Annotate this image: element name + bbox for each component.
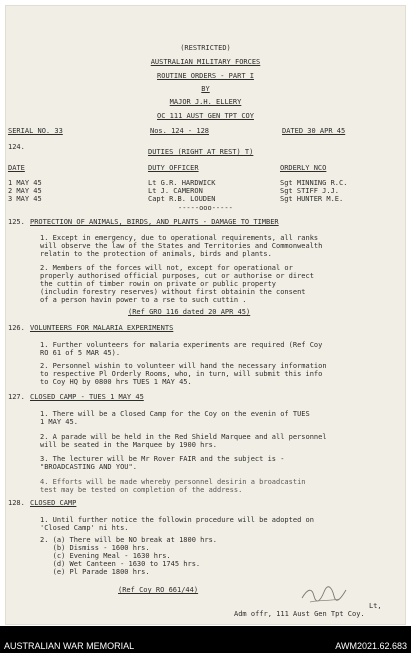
order-127-para-4: 4. Efforts will be made whereby personnel desirin a broadcastin test may be tested on completion of the address. (40, 478, 306, 494)
order-128-heading: CLOSED CAMP (30, 499, 77, 507)
order-124-number: 124. (8, 143, 25, 151)
footer-bar (0, 626, 411, 653)
signature-appointment: Adm offr, 111 Aust Gen Tpt Coy. (234, 610, 365, 618)
duty-row-officer: Lt G.R. HARDWICK (148, 179, 216, 187)
classification-label: (RESTRICTED) (180, 44, 231, 52)
by-label: BY (201, 85, 210, 93)
footer-accession-number: AWM2021.62.683 (335, 641, 407, 651)
order-126-number: 126. (8, 324, 25, 332)
order-125-number: 125. (8, 218, 25, 226)
duty-row-date: 1 MAY 45 (8, 179, 42, 187)
duty-row-nco: Sgt HUNTER M.E. (280, 195, 344, 203)
order-125-para-2: 2. Members of the forces will not, except for operational or properly authorised official purposes, cut or authorise or direct the cuttin of timber rowin on private or public property (includin forestry reserves) without first obtainin the consent of a person havin power to a rse to such cuttin . (40, 264, 314, 304)
duty-row-nco: Sgt MINNING R.C. (280, 179, 348, 187)
order-127-heading: CLOSED CAMP - TUES 1 MAY 45 (30, 393, 144, 401)
duty-row-date: 2 MAY 45 (8, 187, 42, 195)
order-numbers: Nos. 124 - 128 (150, 127, 210, 135)
order-125-para-1: 1. Except in emergency, due to operational requirements, all ranks will observe the law of the States and Territories and Commonwealth relatin to the protection of animals, birds and plants. (40, 234, 323, 258)
signature-rank: Lt, (369, 602, 382, 610)
command-name: OC 111 AUST GEN TPT COY (157, 112, 254, 120)
document-date: DATED 30 APR 45 (282, 127, 346, 135)
handwritten-signature (300, 584, 348, 606)
duty-row-officer: Capt R.B. LOUDEN (148, 195, 216, 203)
order-125-reference: (Ref GRO 116 dated 20 APR 45) (128, 308, 251, 316)
order-124-heading: DUTIES (RIGHT AT REST) T) (148, 148, 254, 156)
document-page (6, 6, 405, 624)
order-125-heading: PROTECTION OF ANIMALS, BIRDS, AND PLANTS - DAMAGE TO TIMBER (30, 218, 279, 226)
duty-row-officer: Lt J. CAMERON (148, 187, 203, 195)
order-127-para-3: 3. The lecturer will be Mr Rover FAIR and the subject is - "BROADCASTING AND YOU". (40, 455, 285, 471)
order-127-number: 127. (8, 393, 25, 401)
section-divider: -----ooo----- (178, 204, 233, 212)
order-126-para-2: 2. Personnel wishin to volunteer will hand the necessary information to respective Pl Orderly Rooms, who, in turn, will submit this info to Coy HQ by 0800 hrs TUES 1 MAY 45. (40, 362, 327, 386)
duty-row-nco: Sgt STIFF J.J. (280, 187, 340, 195)
order-128-reference: (Ref Coy RO 661/44) (118, 586, 199, 594)
officer-name: MAJOR J.H. ELLERY (169, 98, 242, 106)
order-127-para-2: 2. A parade will be held in the Red Shield Marquee and all personnel will be seated in the Marquee by 1900 hrs. (40, 433, 327, 449)
column-duty-officer: DUTY OFFICER (148, 164, 199, 172)
document-title: ROUTINE ORDERS - PART I (157, 72, 254, 80)
duty-row-date: 3 MAY 45 (8, 195, 42, 203)
order-126-para-1: 1. Further volunteers for malaria experiments are required (Ref Coy RO 61 of 5 MAR 45). (40, 341, 323, 357)
footer-institution: AUSTRALIAN WAR MEMORIAL (4, 641, 135, 651)
order-128-para-1: 1. Until further notice the followin procedure will be adopted on 'Closed Camp' ni hts. (40, 516, 314, 532)
order-127-para-1: 1. There will be a Closed Camp for the Coy on the evenin of TUES 1 MAY 45. (40, 410, 310, 426)
order-126-heading: VOLUNTEERS FOR MALARIA EXPERIMENTS (30, 324, 174, 332)
serial-number: SERIAL NO. 33 (8, 127, 63, 135)
order-128-number: 128. (8, 499, 25, 507)
order-128-schedule: 2. (a) There will be NO break at 1800 hrs. (b) Dismiss - 1600 hrs. (c) Evening Meal - 1630 hrs. (d) Wet Canteen - 1630 to 1745 hrs. (e) Pl Parade 1800 hrs. (40, 536, 218, 576)
column-orderly-nco: ORDERLY NCO (280, 164, 327, 172)
unit-name: AUSTRALIAN MILITARY FORCES (150, 58, 261, 66)
column-date: DATE (8, 164, 25, 172)
